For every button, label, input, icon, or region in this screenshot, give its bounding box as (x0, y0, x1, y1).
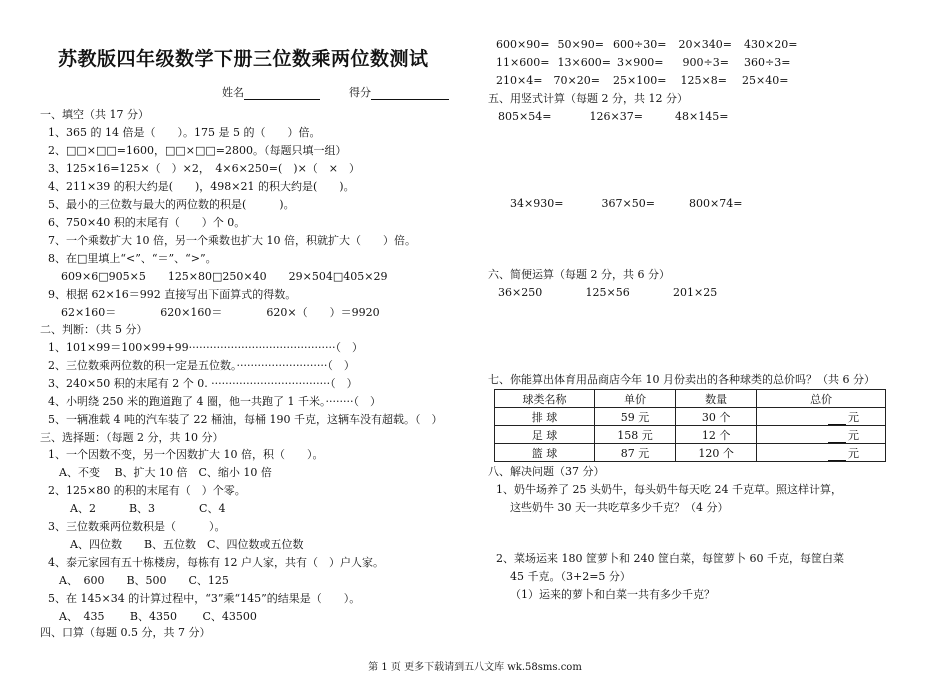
left-line-18: 5、一辆准载 4 吨的汽车装了 22 桶油，每桶 190 千克，这辆车没有超载。（ ） (48, 413, 443, 426)
answer-blank[interactable] (828, 432, 846, 443)
problem-2-text-cont: 45 千克。（3+2=5 分） (510, 570, 631, 583)
total-cell[interactable] (757, 426, 886, 444)
oral-item: 70×20= (553, 74, 600, 87)
vertical-calc-item: 805×54= (498, 110, 552, 123)
left-line-8: 7、一个乘数扩大 10 倍，另一个乘数也扩大 10 倍，积就扩大（ ）倍。 (48, 234, 416, 247)
table-row (495, 408, 886, 426)
left-line-20: 1、一个因数不变，另一个因数扩大 10 倍，积（ ）。 (48, 448, 324, 461)
section5-heading: 五、用竖式计算（每题 2 分，共 12 分） (488, 92, 688, 105)
left-line-22: 2、125×80 的积的末尾有（ ）个零。 (48, 484, 246, 497)
table-cell: 12 个 (676, 426, 757, 444)
left-line-28: 5、在 145×34 的计算过程中，“3”乘“145”的结果是（ ）。 (48, 592, 361, 605)
oral-item: 360÷3= (744, 56, 791, 69)
left-line-29: A、 435 B、4350 C、43500 (48, 610, 257, 623)
problem-2-sub-1: （1）运来的萝卜和白菜一共有多少千克？ (510, 588, 715, 601)
left-line-16: 3、240×50 积的末尾有 2 个 0. ··································（ ） (48, 377, 358, 390)
left-line-24: 3、三位数乘两位数积是（ ）。 (48, 520, 226, 533)
left-line-12: 62×160＝ 620×160＝ 620×（ ）＝9920 (50, 306, 380, 319)
oral-row-3 (496, 74, 802, 88)
left-line-21: A、不变 B、扩大 10 倍 C、缩小 10 倍 (48, 466, 272, 479)
left-line-13: 二、判断：（共 5 分） (40, 323, 148, 336)
left-line-7: 6、750×40 积的末尾有（ ）个 0。 (48, 216, 246, 229)
left-line-10: 609×6□905×5 125×80□250×40 29×504□405×29 (50, 270, 388, 283)
left-line-2: 1、365 的 14 倍是（ ）。175 是 5 的（ ）倍。 (48, 126, 321, 139)
problem-1-text-cont: 这些奶牛 30 天一共吃草多少千克？（4 分） (510, 501, 729, 514)
name-label: 姓名 (222, 86, 244, 99)
name-score-row (222, 84, 449, 100)
left-line-9: 8、在□里填上“<”、“＝”、“>”。 (48, 252, 217, 265)
table-cell: 30 个 (676, 408, 757, 426)
table-header: 单价 (594, 390, 675, 408)
left-line-23: A、2 B、3 C、4 (48, 502, 226, 515)
left-line-27: A、 600 B、500 C、125 (48, 574, 229, 587)
left-line-26: 4、泰元家园有五十栋楼房，每栋有 12 户人家，共有（ ）户人家。 (48, 556, 384, 569)
answer-blank[interactable] (828, 450, 846, 461)
oral-item: 3×900= (617, 56, 664, 69)
oral-item: 11×600= (496, 56, 550, 69)
oral-item: 125×8= (680, 74, 727, 87)
oral-item: 13×600= (557, 56, 611, 69)
total-cell[interactable] (757, 444, 886, 462)
unit-label: 元 (848, 446, 859, 460)
vertical-calc-item: 800×74= (689, 197, 743, 210)
vertical-calc-item: 34×930= (510, 197, 564, 210)
table-cell: 158 元 (594, 426, 675, 444)
simplify-item: 201×25 (673, 286, 718, 299)
vertical-calc-row-1 (498, 110, 745, 124)
left-line-25: A、四位数 B、五位数 C、四位数或五位数 (48, 538, 304, 551)
table-cell: 87 元 (594, 444, 675, 462)
oral-item: 50×90= (557, 38, 604, 51)
oral-item: 900÷3= (682, 56, 729, 69)
score-blank[interactable] (371, 87, 449, 100)
table-row (495, 444, 886, 462)
simplify-row (498, 286, 733, 300)
section6-heading: 六、简便运算（每题 2 分，共 6 分） (488, 268, 670, 281)
oral-item: 25×100= (613, 74, 667, 87)
table-cell: 120 个 (676, 444, 757, 462)
table-header-row (495, 390, 886, 408)
oral-item: 600÷30= (613, 38, 667, 51)
oral-item: 20×340= (678, 38, 732, 51)
left-line-30: 四、口算（每题 0.5 分，共 7 分） (40, 626, 211, 639)
vertical-calc-item: 367×50= (601, 197, 655, 210)
oral-item: 210×4= (496, 74, 543, 87)
table-row (495, 426, 886, 444)
table-header: 总价 (757, 390, 886, 408)
oral-row-1 (496, 38, 804, 52)
vertical-calc-item: 126×37= (589, 110, 643, 123)
left-line-15: 2、三位数乘两位数的积一定是五位数。··························（ ） (48, 359, 355, 372)
left-line-19: 三、选择题：（每题 2 分，共 10 分） (40, 431, 224, 444)
table-cell: 篮 球 (495, 444, 595, 462)
page-footer: 第 1 页 更多下载请到五八文库 wk.58sms.com (368, 662, 582, 673)
problem-1-text: 1、奶牛场养了 25 头奶牛，每头奶牛每天吃 24 千克草。照这样计算， (496, 483, 842, 496)
table-cell: 足 球 (495, 426, 595, 444)
section7-heading: 七、你能算出体育用品商店今年 10 月份卖出的各种球类的总价吗？（共 6 分） (488, 373, 875, 386)
table-cell: 排 球 (495, 408, 595, 426)
left-line-3: 2、□□×□□=1600，□□×□□=2800。（每题只填一组） (48, 144, 347, 157)
table-cell: 59 元 (594, 408, 675, 426)
simplify-item: 36×250 (498, 286, 543, 299)
section8-heading: 八、解决问题（37 分） (488, 465, 605, 478)
oral-item: 600×90= (496, 38, 550, 51)
table-header: 球类名称 (495, 390, 595, 408)
unit-label: 元 (848, 428, 859, 442)
vertical-calc-row-2 (510, 197, 759, 211)
price-table (494, 389, 886, 462)
left-line-6: 5、最小的三位数与最大的两位数的积是( )。 (48, 198, 295, 211)
vertical-calc-item: 48×145= (675, 110, 729, 123)
oral-item: 430×20= (744, 38, 798, 51)
name-blank[interactable] (244, 87, 320, 100)
answer-blank[interactable] (828, 414, 846, 425)
oral-row-2 (496, 56, 804, 70)
left-line-11: 9、根据 62×16＝992 直接写出下面算式的得数。 (48, 288, 297, 301)
left-line-4: 3、125×16=125×（ ）×2， 4×6×250=( )×（ × ） (48, 162, 361, 175)
left-line-17: 4、小明绕 250 米的跑道跑了 4 圈，他一共跑了 1 千米。········（ ） (48, 395, 381, 408)
simplify-item: 125×56 (585, 286, 630, 299)
table-header: 数量 (676, 390, 757, 408)
left-line-14: 1、101×99＝100×99+99··········································（ ） (48, 341, 363, 354)
left-line-1: 一、填空（共 17 分） (40, 108, 149, 121)
oral-item: 25×40= (742, 74, 789, 87)
unit-label: 元 (848, 410, 859, 424)
total-cell[interactable] (757, 408, 886, 426)
left-line-5: 4、211×39 的积大约是( )，498×21 的积大约是( )。 (48, 180, 355, 193)
problem-2-text: 2、菜场运来 180 筐萝卜和 240 筐白菜，每筐萝卜 60 千克，每筐白菜 (496, 552, 844, 565)
page-title: 苏教版四年级数学下册三位数乘两位数测试 (58, 48, 429, 70)
score-label: 得分 (349, 86, 371, 99)
